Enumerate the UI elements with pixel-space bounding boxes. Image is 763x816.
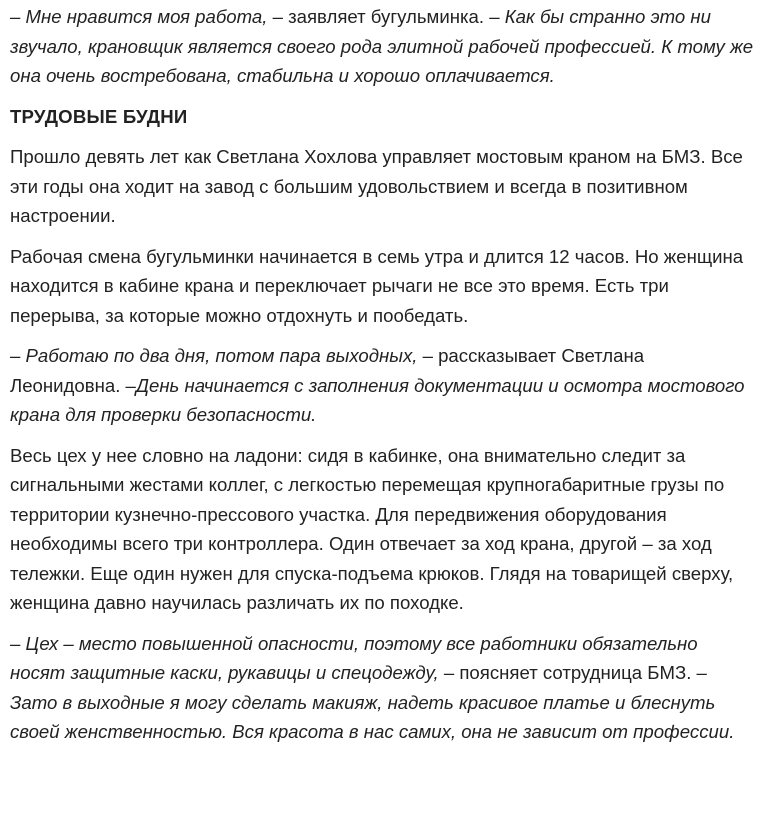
paragraph-quote-schedule <box>10 341 755 430</box>
quote-text: День начинается с заполнения документации и осмотра мостового крана для проверки безопасности. <box>10 374 745 425</box>
quote-text: – Цех – место повышенной опасности, поэтому все работники обязательно носят защитные каски, рукавицы и спецодежду, <box>10 632 698 683</box>
attribution-text: – рассказывает Светлана Леонидовна. – <box>10 345 645 396</box>
paragraph-shift: Рабочая смена бугульминки начинается в семь утра и длится 12 часов. Но женщина находится в кабине крана и переключает рычаги не все это время. Есть три перерыва, за которые можно отдохнуть и пообедать. <box>10 245 744 326</box>
attribution-text: – поясняет сотрудница БМЗ. – <box>438 662 707 683</box>
attribution-text: – заявляет бугульминка. <box>267 6 490 27</box>
quote-text: – Мне нравится моя работа, <box>10 6 268 27</box>
quote-text: Зато в выходные я могу сделать макияж, надеть красивое платье и блеснуть своей женственностью. Вся красота в нас самих, она не зависит от профессии. <box>10 691 735 742</box>
paragraph-workshop: Весь цех у нее словно на ладони: сидя в кабинке, она внимательно следит за сигнальными жестами коллег, с легкостью перемещая крупногабаритные грузы по территории кузнечно-прессового участка. Для передвижения оборудования необходимы всего три контроллера. Один отвечает за ход крана, другой – за ход тележки. Еще один нужен для спуска-подъема крюков. Глядя на товарищей сверху, женщина давно научилась различать их по походке. <box>10 444 734 613</box>
quote-text: – Как бы странно это ни звучало, крановщик является своего рода элитной рабочей профессией. К тому же она очень востребована, стабильна и хорошо оплачивается. <box>10 6 754 86</box>
paragraph-quote-safety <box>10 629 755 747</box>
quote-text: – Работаю по два дня, потом пара выходных, <box>10 345 418 366</box>
paragraph-quote-intro <box>10 2 755 91</box>
section-heading: ТРУДОВЫЕ БУДНИ <box>10 105 188 127</box>
paragraph-years: Прошло девять лет как Светлана Хохлова управляет мостовым краном на БМЗ. Все эти годы она ходит на завод с большим удовольствием и всегда в позитивном настроении. <box>10 146 743 226</box>
